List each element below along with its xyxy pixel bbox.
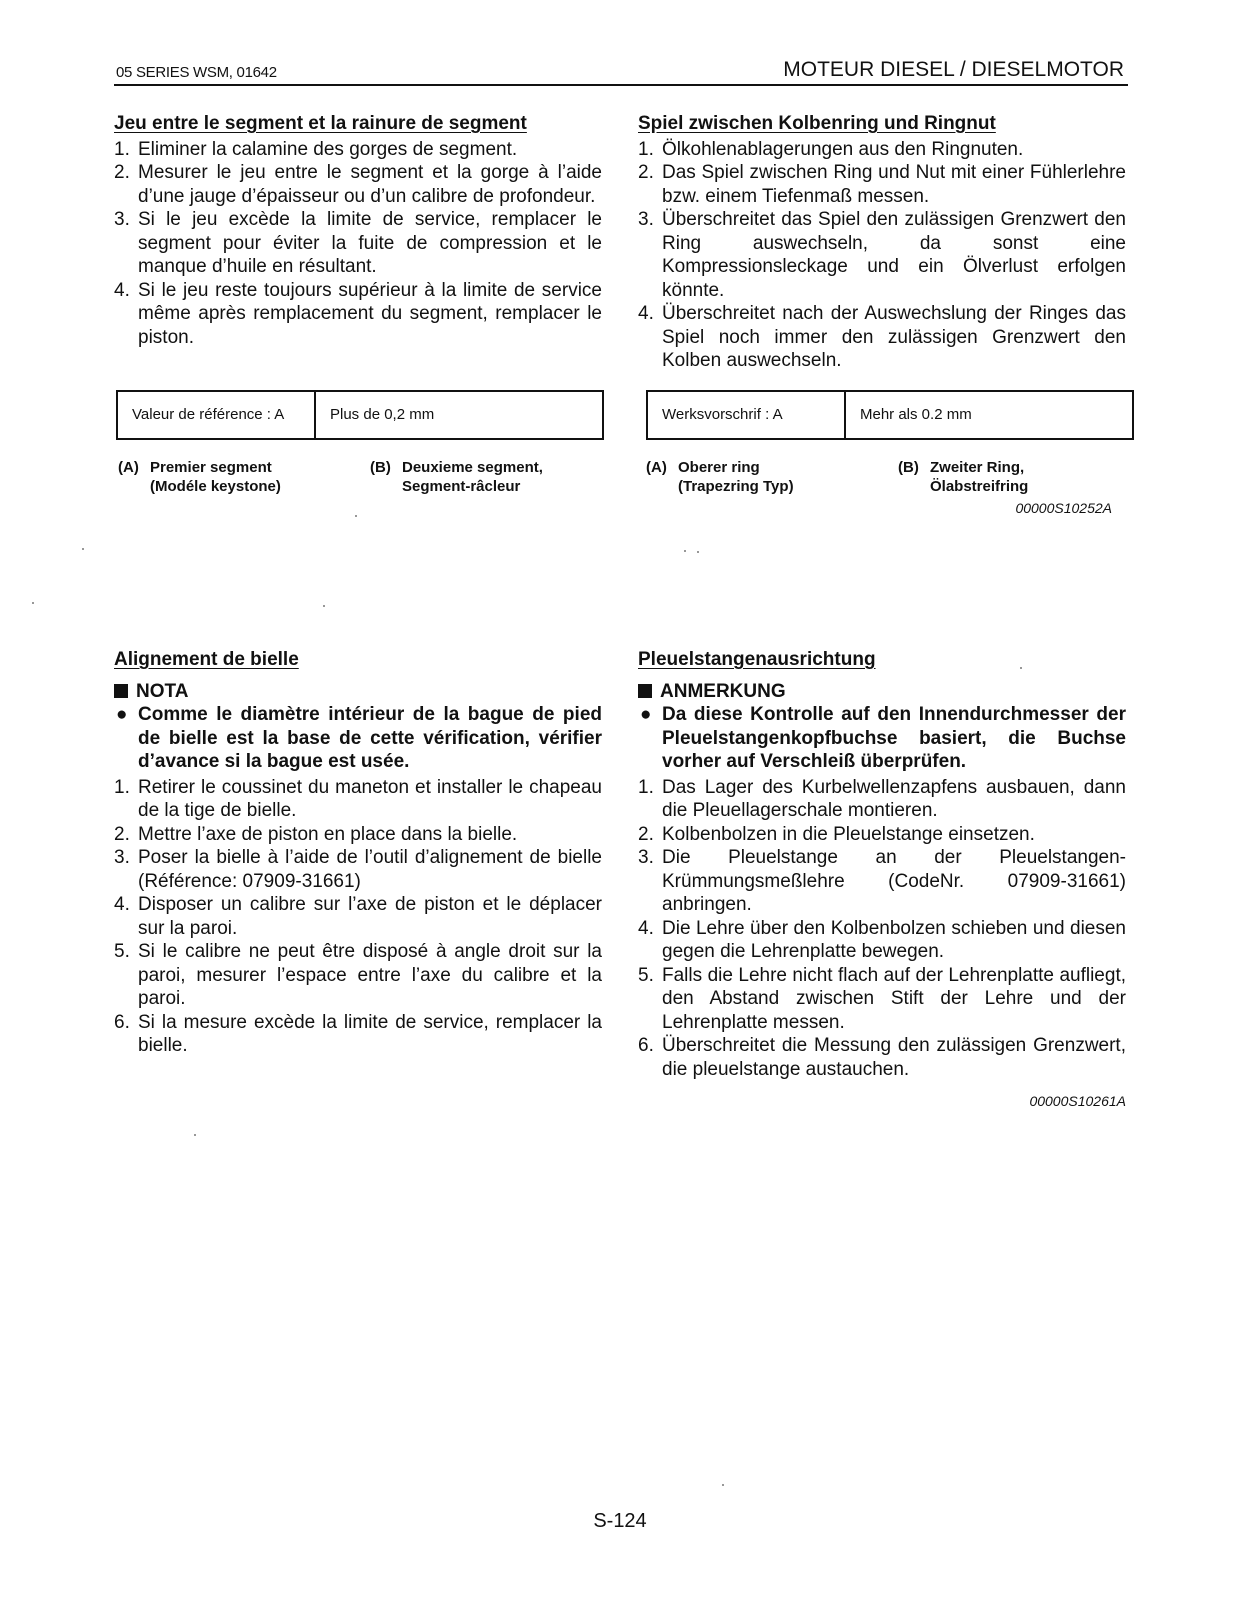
header-rule — [114, 84, 1128, 86]
spec-table-de — [646, 390, 1134, 440]
list-item: 3. Die Pleuelstange an der Pleuelstangen-Krümmungsmeßlehre (CodeNr. 07909-31661) anbringen. — [638, 847, 1126, 915]
list-item: 4. Die Lehre über den Kolbenbolzen schieben und diesen gegen die Lehrenplatte bewegen. — [638, 917, 1126, 962]
square-bullet-icon — [114, 684, 128, 698]
section1-fr-title: Jeu entre le segment et la rainure de segment — [114, 113, 527, 134]
section1-fr — [114, 112, 602, 349]
square-bullet-icon — [638, 684, 652, 698]
scan-speck — [32, 602, 34, 604]
spec-table-fr — [116, 390, 604, 440]
table-divider — [314, 392, 316, 438]
section2-fr-steps — [114, 776, 602, 1058]
scan-speck — [194, 1134, 196, 1136]
page-number: S-124 — [593, 1510, 647, 1532]
list-item: 1. Retirer le coussinet du maneton et installer le chapeau de la tige de bielle. — [114, 776, 602, 821]
anmerkung-bullet: ● Da diese Kontrolle auf den Innendurchmesser der Pleuelstangenkopfbuchse basiert, die Buchse vorher auf Verschleiß überprüfen. — [640, 704, 1126, 772]
legend-fr-a: (A) Premier segment (Modéle keystone) — [118, 459, 281, 495]
list-item: 3. Poser la bielle à l’aide de l’outil d’alignement de bielle (Référence: 07909-31661) — [114, 847, 602, 892]
section2-de — [638, 648, 1126, 1114]
spec-label: Valeur de référence : A — [132, 406, 285, 423]
section1-de-title: Spiel zwischen Kolbenring und Ringnut — [638, 113, 996, 134]
section1-de-steps — [638, 138, 1126, 373]
scan-speck — [355, 515, 357, 517]
section2-fr-title: Alignement de bielle — [114, 649, 299, 670]
section2-fr — [114, 648, 602, 1058]
scan-speck — [1020, 667, 1022, 669]
list-item: 2. Mesurer le jeu entre le segment et la gorge à l’aide d’une jauge d’épaisseur ou d’un calibre de profondeur. — [114, 162, 602, 207]
ref-code: 00000S10261A — [1029, 1093, 1126, 1109]
legend-fr-b: (B) Deuxieme segment, Segment-râcleur — [370, 459, 543, 495]
ref-code: 00000S10252A — [1015, 500, 1112, 516]
list-item: 5. Si le calibre ne peut être disposé à angle droit sur la paroi, mesurer l’espace entre l’axe du calibre et la paroi. — [114, 941, 602, 1009]
section1-de — [638, 112, 1126, 373]
bullet-dot-icon: ● — [116, 704, 128, 725]
header-section-title: MOTEUR DIESEL / DIESELMOTOR — [783, 58, 1124, 81]
list-item: 1. Eliminer la calamine des gorges de segment. — [114, 138, 518, 160]
scan-speck — [697, 551, 699, 553]
list-item: 4. Si le jeu reste toujours supérieur à la limite de service même après remplacement du segment, remplacer le piston. — [114, 279, 602, 348]
list-item: 3. Überschreitet das Spiel den zulässigen Grenzwert den Ring auswechseln, da sonst eine Kompressionsleckage und ein Ölverlust erfolgen könnte. — [638, 209, 1126, 301]
list-item: 5. Falls die Lehre nicht flach auf der Lehrenplatte aufliegt, den Abstand zwischen Stift der Lehre und der Lehrenplatte messen. — [638, 964, 1126, 1033]
spec-label: Werksvorschrif : A — [662, 406, 783, 423]
spec-value: Plus de 0,2 mm — [330, 406, 435, 423]
list-item: 3. Si le jeu excède la limite de service, remplacer le segment pour éviter la fuite de compression et le manque d’huile en résultant. — [114, 209, 602, 277]
section1-fr-steps — [114, 138, 602, 350]
table-divider — [844, 392, 846, 438]
nota-heading: NOTA — [114, 680, 602, 704]
nota-bullet: ● Comme le diamètre intérieur de la bague de pied de bielle est la base de cette vérification, vérifier d’avance si la bague est usée. — [116, 704, 602, 772]
list-item: 2. Das Spiel zwischen Ring und Nut mit einer Fühlerlehre bzw. einem Tiefenmaß messen. — [638, 162, 1126, 207]
scan-speck — [722, 1484, 724, 1486]
legend-de-a: (A) Oberer ring (Trapezring Typ) — [646, 459, 794, 495]
list-item: 6. Überschreitet die Messung den zulässigen Grenzwert, die pleuelstange austauchen. — [638, 1035, 1126, 1080]
section2-de-steps — [638, 776, 1126, 1082]
list-item: 2. Kolbenbolzen in die Pleuelstange einsetzen. — [638, 823, 1035, 845]
anmerkung-heading: ANMERKUNG — [638, 680, 1126, 704]
scan-speck — [82, 548, 84, 550]
list-item: 6. Si la mesure excède la limite de service, remplacer la bielle. — [114, 1011, 602, 1056]
list-item: 1. Ölkohlenablagerungen aus den Ringnuten. — [638, 138, 1024, 160]
section2-de-title: Pleuelstangenausrichtung — [638, 649, 876, 670]
scan-speck — [323, 605, 325, 607]
scan-speck — [684, 550, 686, 552]
list-item: 1. Das Lager des Kurbelwellenzapfens ausbauen, dann die Pleuellagerschale montieren. — [638, 776, 1126, 821]
list-item: 4. Disposer un calibre sur l’axe de piston et le déplacer sur la paroi. — [114, 894, 602, 939]
header-doc-id: 05 SERIES WSM, 01642 — [116, 64, 277, 81]
list-item: 4. Überschreitet nach der Auswechslung der Ringes das Spiel noch immer den zulässigen Grenzwert den Kolben auswechseln. — [638, 303, 1126, 371]
legend-de-b: (B) Zweiter Ring, Ölabstreifring — [898, 459, 1029, 495]
bullet-dot-icon: ● — [640, 704, 652, 725]
spec-value: Mehr als 0.2 mm — [860, 406, 972, 423]
list-item: 2. Mettre l’axe de piston en place dans la bielle. — [114, 823, 518, 845]
